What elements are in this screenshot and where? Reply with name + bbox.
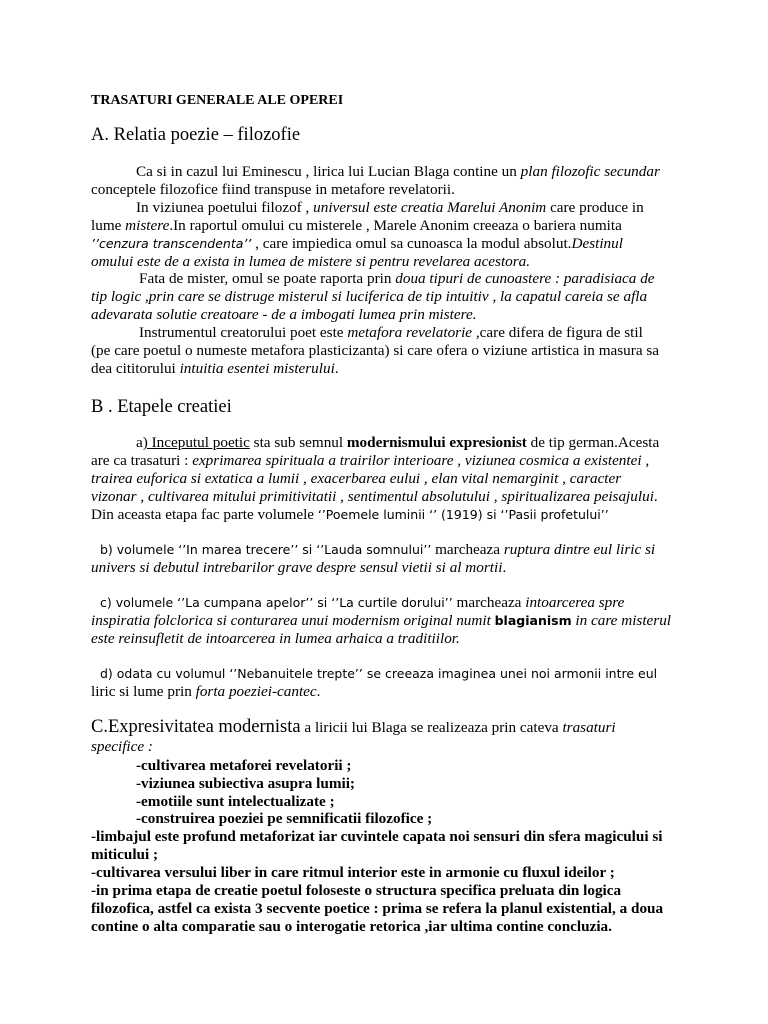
paragraph-line: c) volumele ‘’La cumpana apelor’’ si ‘’La curtile dorului’’ marcheaza intoarcerea spre bbox=[100, 594, 625, 611]
list-item: -cultivarea versului liber in care ritmul interior este in armonie cu fluxul ideilor ; bbox=[91, 864, 615, 881]
list-item: -emotiile sunt intelectualizate ; bbox=[136, 793, 335, 810]
paragraph-line: liric si lume prin forta poeziei-cantec. bbox=[91, 683, 321, 700]
paragraph-line: trairea euforica si extatica a lumii , exacerbarea eului , elan vital nemarginit , caracter bbox=[91, 470, 622, 487]
section-c-heading: C.Expresivitatea modernista a liricii lui Blaga se realizeaza prin cateva trasaturi bbox=[91, 717, 616, 737]
paragraph-line: tip logic ,prin care se distruge misterul si luciferica de tip intuitiv , la capatul careia se afla bbox=[91, 288, 648, 305]
paragraph-line: In viziunea poetului filozof , universul este creatia Marelui Anonim care produce in bbox=[136, 199, 644, 216]
paragraph-line: Instrumentul creatorului poet este metafora revelatorie ,care difera de figura de stil bbox=[139, 324, 643, 341]
paragraph-line: ’’cenzura transcendenta’’ , care impiedica omul sa cunoasca la modul absolut.Destinul bbox=[91, 235, 623, 252]
list-item-continuation: miticului ; bbox=[91, 846, 159, 863]
list-item-continuation: filozofica, astfel ca exista 3 secvente poetice : prima se refera la planul existential, a doua bbox=[91, 900, 664, 917]
document-title: TRASATURI GENERALE ALE OPEREI bbox=[91, 93, 344, 108]
paragraph-line: este reinsufletit de intoarcerea in lumea arhaica a traditiilor. bbox=[91, 630, 460, 647]
paragraph-line: d) odata cu volumul ‘’Nebanuitele trepte’’ se creeaza imaginea unei noi armonii intre eul bbox=[100, 666, 658, 681]
list-item: -cultivarea metaforei revelatorii ; bbox=[136, 757, 352, 774]
paragraph-line: a) Inceputul poetic sta sub semnul modernismului expresionist de tip german.Acesta bbox=[136, 434, 660, 451]
paragraph-line: omului este de a exista in lumea de mistere si pentru revelarea acestora. bbox=[91, 253, 531, 270]
paragraph-line: specifice : bbox=[91, 738, 153, 755]
paragraph-line: are ca trasaturi : exprimarea spirituala a trairilor interioare , viziunea cosmica a existentei , bbox=[91, 452, 650, 469]
section-b-heading: B . Etapele creatiei bbox=[91, 397, 232, 417]
paragraph-line: b) volumele ‘’In marea trecere’’ si ‘’Lauda somnului’’ marcheaza ruptura dintre eul liric si bbox=[100, 541, 656, 558]
paragraph-line: Fata de mister, omul se poate raporta prin doua tipuri de cunoastere : paradisiaca de bbox=[139, 270, 655, 287]
list-item: -viziunea subiectiva asupra lumii; bbox=[136, 775, 355, 792]
paragraph-line: adevarata solutie creatoare - de a imbogati lumea prin mistere. bbox=[91, 306, 477, 323]
paragraph-line: lume mistere.In raportul omului cu misterele , Marele Anonim creeaza o bariera numita bbox=[91, 217, 622, 234]
paragraph-line: Ca si in cazul lui Eminescu , lirica lui Lucian Blaga contine un plan filozofic secundar bbox=[136, 163, 660, 180]
list-item: -limbajul este profund metaforizat iar cuvintele capata noi sensuri din sfera magicului si bbox=[91, 828, 663, 845]
section-a-heading: A. Relatia poezie – filozofie bbox=[91, 125, 301, 145]
paragraph-line: inspiratia folclorica si conturarea unui modernism original numit blagianism in care misterul bbox=[91, 612, 672, 629]
list-item: -construirea poeziei pe semnificatii filozofice ; bbox=[136, 810, 433, 827]
paragraph-line: dea cititorului intuitia esentei misterului. bbox=[91, 360, 339, 377]
paragraph-line: Din aceasta etapa fac parte volumele ‘’Poemele luminii ‘’ (1919) si ‘’Pasii profetului’’ bbox=[91, 506, 609, 523]
paragraph-line: conceptele filozofice fiind transpuse in metafore revelatorii. bbox=[91, 181, 455, 198]
list-item-continuation: contine o alta comparatie sau o interogatie retorica ,iar ultima contine concluzia. bbox=[91, 918, 612, 935]
list-item: -in prima etapa de creatie poetul foloseste o structura specifica preluata din logica bbox=[91, 882, 622, 899]
paragraph-line: vizonar , cultivarea mitului primitivitatii , sentimentul absolutului , spiritualizarea peisajului. bbox=[91, 488, 658, 505]
paragraph-line: (pe care poetul o numeste metafora plasticizanta) si care ofera o viziune artistica in masura sa bbox=[91, 342, 660, 359]
paragraph-line: univers si debutul intrebarilor grave despre sensul vietii si al mortii. bbox=[91, 559, 507, 576]
